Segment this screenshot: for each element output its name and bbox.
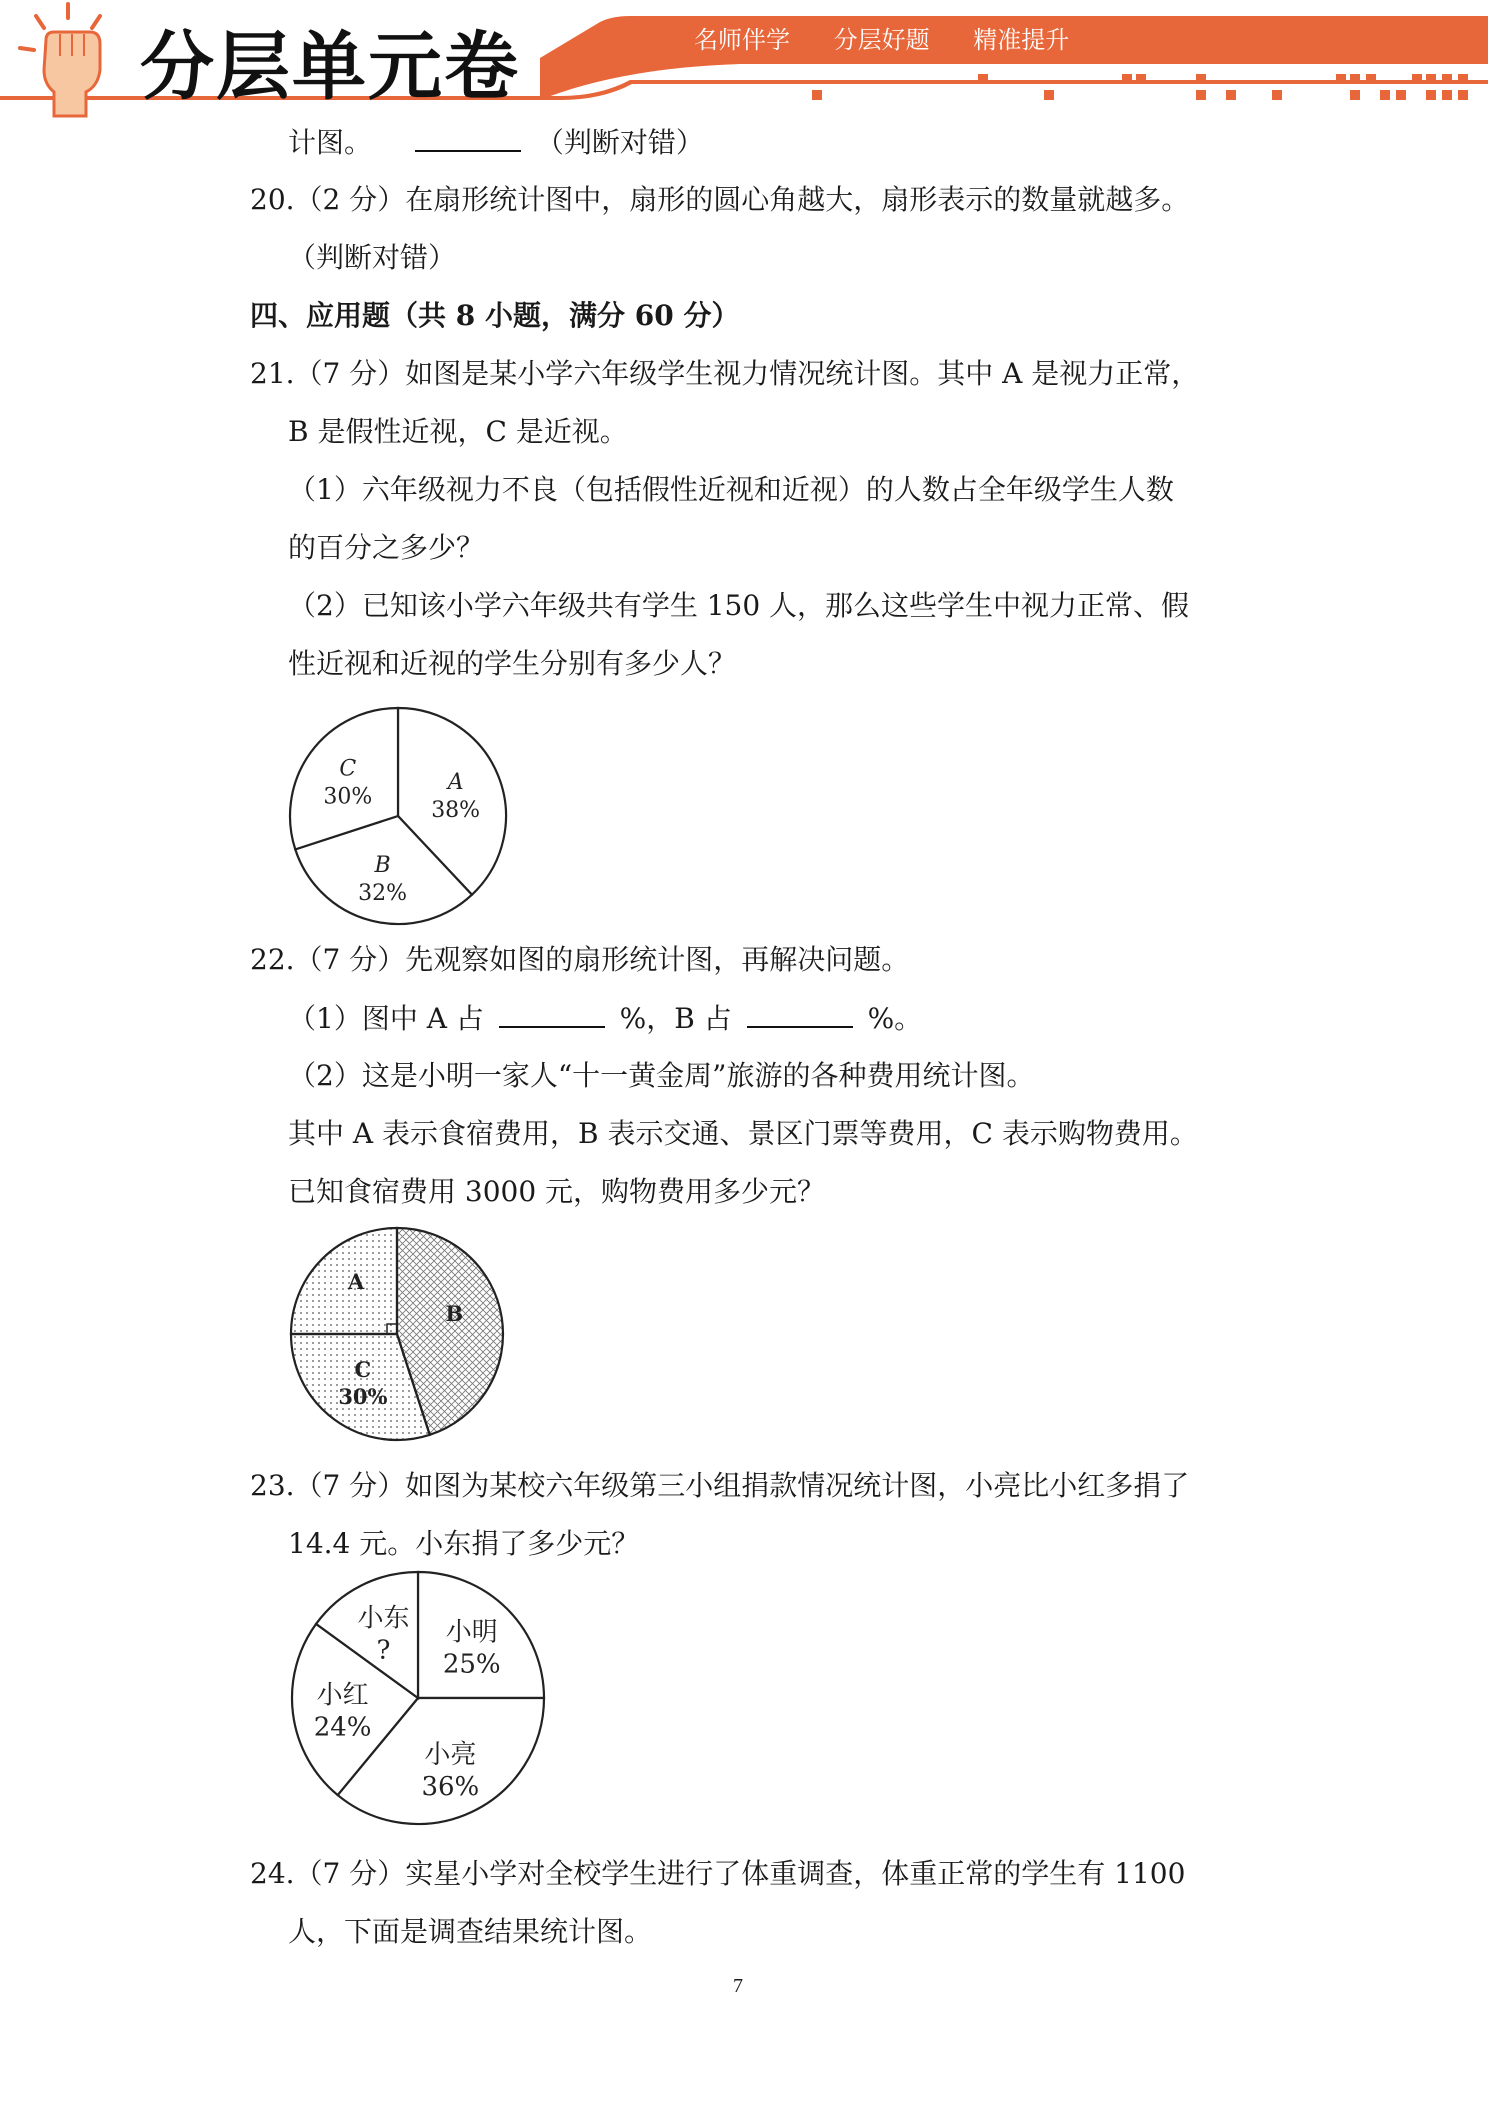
slogan-3: 精准提升 [973,26,1070,54]
question-21-part1-line1: （1）六年级视力不良（包括假性近视和近视）的人数占全年级学生人数 [288,473,1174,506]
question-20: 20.（2 分）在扇形统计图中，扇形的圆心角越大，扇形表示的数量就越多。 [250,183,1190,216]
question-22-line4: 已知食宿费用 3000 元，购物费用多少元？ [288,1175,826,1208]
question-22-part1 [288,998,922,1039]
page-header [0,0,1488,120]
question-21-line1: 21.（7 分）如图是某小学六年级学生视力情况统计图。其中 A 是视力正常， [250,357,1200,390]
question-24-line2: 人，下面是调查结果统计图。 [288,1915,653,1948]
pie-label-3: C [339,756,357,782]
question-21-line2: B 是假性近视，C 是近视。 [288,415,628,448]
pie-label-2: 小亮 [424,1739,477,1770]
pie-slice-1 [291,1228,397,1334]
pie-value-2: 32% [358,881,408,907]
question-24-line1: 24.（7 分）实星小学对全校学生进行了体重调查，体重正常的学生有 1100 [250,1857,1186,1890]
page-number: 7 [733,1975,743,1997]
pie-value-3: 30% [323,784,373,810]
section-heading: 四、应用题（共 8 小题，满分 60 分） [250,299,740,332]
pie-value-1: 38% [431,798,481,824]
slogan-2: 分层好题 [833,26,930,54]
pie-chart-donations [276,1568,556,1828]
pie-label-2: B [374,853,391,879]
pie-label-3: 小红 [316,1680,369,1711]
brand-title: 分层单元卷 [140,24,520,110]
pie-label-2: B [445,1300,464,1326]
question-20-hint: （判断对错） [288,241,457,274]
question-21-part2-line2: 性近视和近视的学生分别有多少人？ [288,647,737,680]
pie-label-1: A [347,1268,365,1294]
fist-logo-icon [10,0,130,120]
q22-part1-mid: %，B 占 [619,1002,732,1035]
answer-blank-a[interactable] [499,998,605,1028]
pie-chart-travel-cost [280,1226,520,1446]
question-22: 22.（7 分）先观察如图的扇形统计图，再解决问题。 [250,943,910,976]
q22-part1-prefix: （1）图中 A 占 [288,1002,484,1035]
answer-blank[interactable] [415,122,521,152]
pie-value-1: 25% [442,1649,501,1680]
pie-value-4: ? [376,1635,391,1666]
question-22-part2: （2）这是小明一家人“十一黄金周”旅游的各种费用统计图。 [288,1059,1035,1092]
pie-chart-vision [278,698,518,938]
header-slogans [694,20,1095,55]
q19-tail-text: 计图。 [288,126,373,159]
answer-blank-b[interactable] [747,998,853,1028]
pie-value-2: 36% [421,1771,480,1802]
question-22-line3: 其中 A 表示食宿费用，B 表示交通、景区门票等费用，C 表示购物费用。 [288,1117,1198,1150]
pie-label-1: 小明 [445,1617,498,1648]
pie-label-1: A [447,770,464,796]
judge-hint: （判断对错） [535,126,704,159]
pie-value-3: 24% [313,1712,372,1743]
question-23-line2: 14.4 元。小东捐了多少元？ [288,1527,640,1560]
pie-label-3: C [354,1356,372,1382]
question-23-line1: 23.（7 分）如图为某校六年级第三小组捐款情况统计图，小亮比小红多捐了 [250,1469,1190,1502]
pie-label-4: 小东 [357,1603,410,1634]
pie-value-3: 30% [338,1383,388,1409]
slogan-1: 名师伴学 [694,26,790,54]
question-21-part2-line1: （2）已知该小学六年级共有学生 150 人，那么这些学生中视力正常、假 [288,589,1190,622]
q19-continuation [288,122,704,163]
q22-part1-suffix: %。 [867,1002,923,1035]
question-21-part1-line2: 的百分之多少？ [288,531,485,564]
